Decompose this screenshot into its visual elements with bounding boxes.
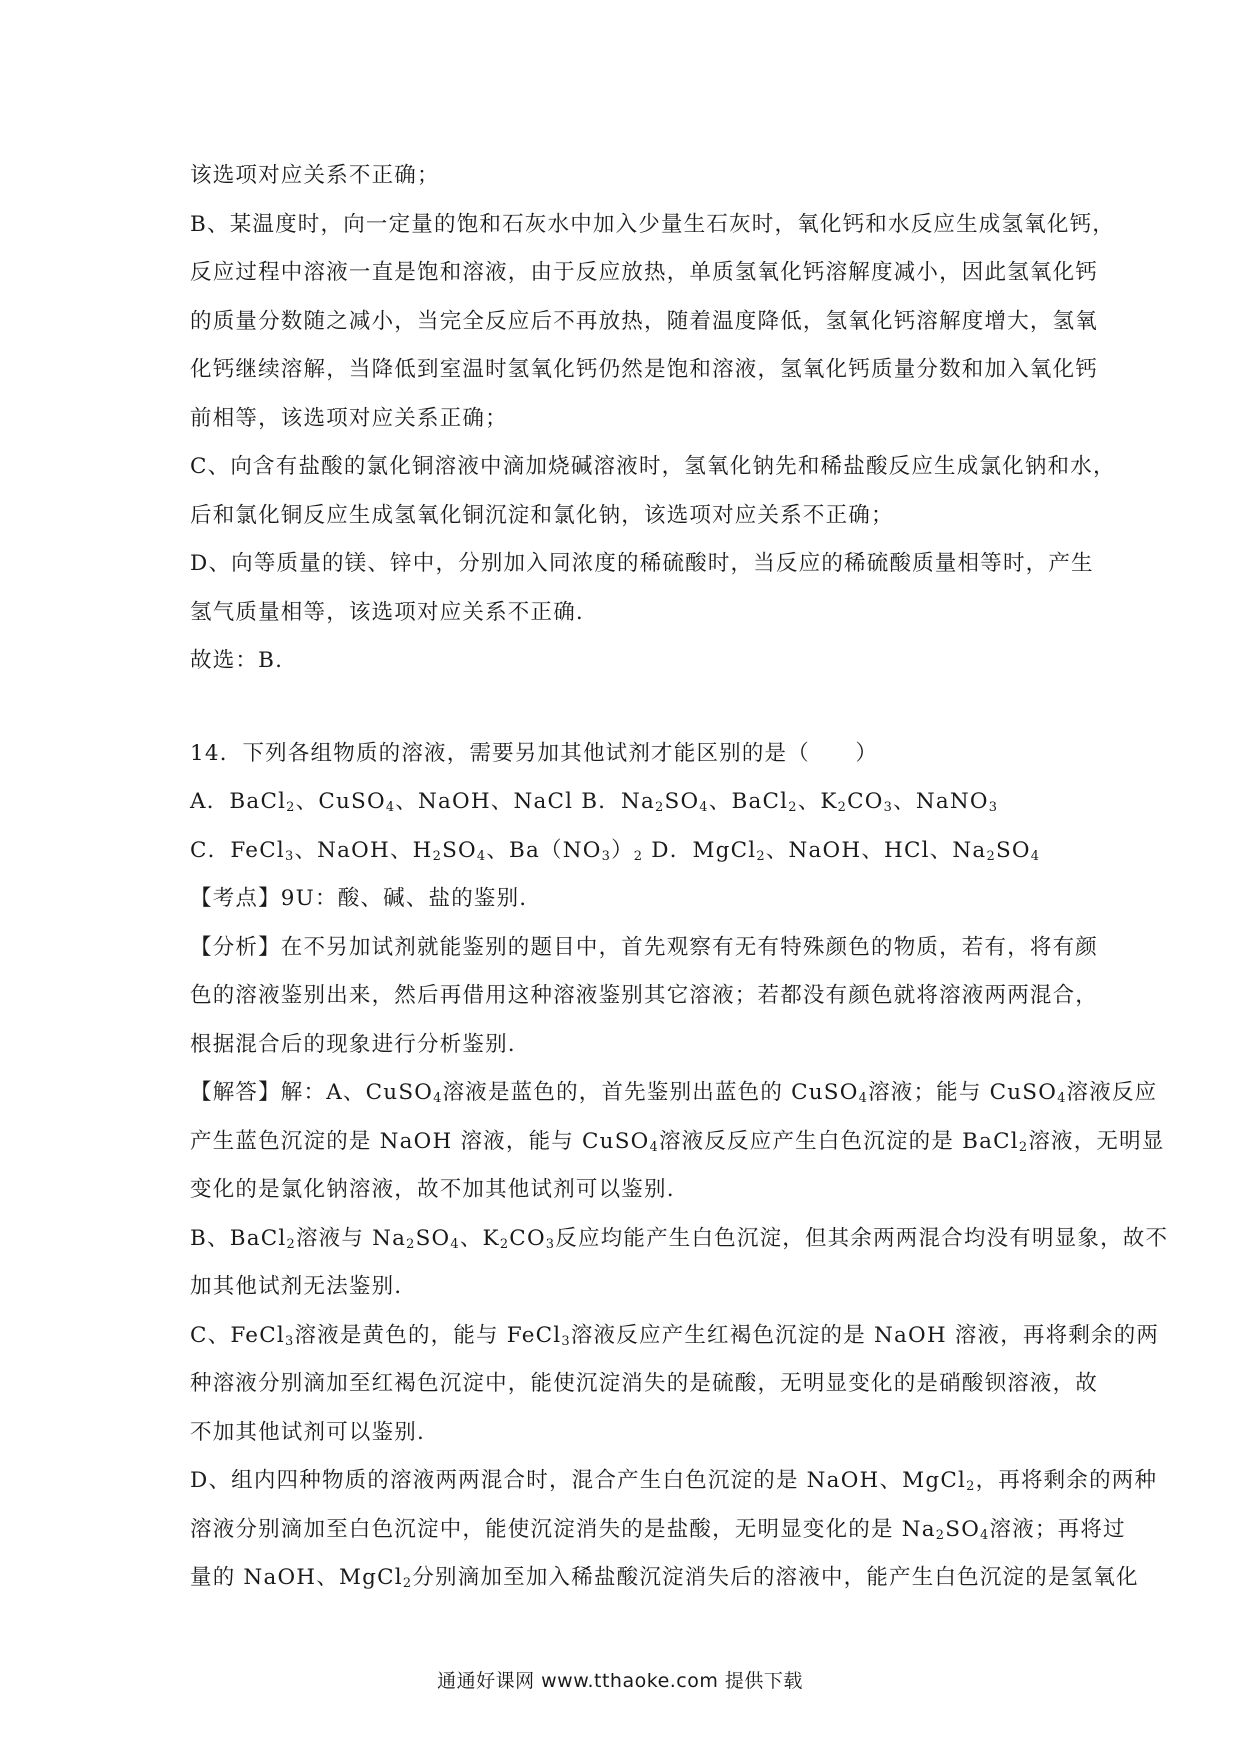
solution-line: 产生蓝色沉淀的是 NaOH 溶液，能与 CuSO$_4$溶液反反应产生白色沉淀的是 BaCl$_2$溶液，无明显	[190, 1128, 1165, 1155]
solution-line: C、FeCl$_3$溶液是黄色的，能与 FeCl$_3$溶液反应产生红褐色沉淀的是 NaOH 溶液，再将剩余的两	[190, 1322, 1160, 1349]
solution-line: 加其他试剂无法鉴别.	[190, 1274, 403, 1299]
solution-line: D、组内四种物质的溶液两两混合时，混合产生白色沉淀的是 NaOH、MgCl$_2$，再将剩余的两种	[190, 1468, 1158, 1494]
answer-choice-line: 故选：B.	[190, 648, 284, 673]
solution-line: 不加其他试剂可以鉴别.	[190, 1419, 426, 1445]
analysis-line: 色的溶液鉴别出来，然后再借用这种溶液鉴别其它溶液；若都没有颜色就将溶液两两混合，	[190, 983, 1099, 1008]
text-line: 后和氯化铜反应生成氢氧化铜沉淀和氯化钠，该选项对应关系不正确；	[190, 502, 894, 528]
page-content	[190, 152, 1169, 1603]
solution-line: 量的 NaOH、MgCl$_2$分别滴加至加入稀盐酸沉淀消失后的溶液中，能产生白色沉淀的是氢氧化	[190, 1565, 1139, 1591]
question-14-options-c-d: C．FeCl$_3$、NaOH、$H_2SO_4$、$Ba(NO_3)_2$ D．MgCl$_2$、NaOH、HCl、$Na_2SO_4$	[190, 837, 1041, 864]
question-14-stem: 14．下列各组物质的溶液，需要另加其他试剂才能区别的是（ ）	[190, 740, 879, 766]
text-line: 的质量分数随之减小，当完全反应后不再放热，随着温度降低，氢氧化钙溶解度增大，氢氧	[190, 308, 1099, 334]
question-14-options-a-b: A．BaCl$_2$、CuSO$_4$、NaOH、NaCl B．$Na_2SO_4$、BaCl$_2$、$K_2CO_3$、NaNO$_3$	[190, 789, 999, 815]
text-line: 化钙继续溶解，当降低到室温时氢氧化钙仍然是饱和溶液，氢氧化钙质量分数和加入氧化钙	[190, 357, 1099, 382]
text-line: D、向等质量的镁、锌中，分别加入同浓度的稀硫酸时，当反应的稀硫酸质量相等时，产生	[190, 551, 1094, 576]
page-footer: 通通好课网 www.tthaoke.com 提供下载	[437, 1670, 803, 1692]
solution-line: 变化的是氯化钠溶液，故不加其他试剂可以鉴别.	[190, 1177, 675, 1202]
text-line: 该选项对应关系不正确；	[190, 163, 440, 188]
text-line: 反应过程中溶液一直是饱和溶液，由于反应放热，单质氢氧化钙溶解度减小，因此氢氧化钙	[190, 260, 1099, 285]
text-line: C、向含有盐酸的氯化铜溶液中滴加烧碱溶液时，氢氧化钠先和稀盐酸反应生成氯化钠和水，	[190, 454, 1116, 479]
section-gap	[190, 686, 1050, 730]
analysis-line: 【分析】在不另加试剂就能鉴别的题目中，首先观察有无有特殊颜色的物质，若有，将有颜	[190, 934, 1099, 960]
text-line: 前相等，该选项对应关系正确；	[190, 405, 508, 431]
solution-line: 溶液分别滴加至白色沉淀中，能使沉淀消失的是盐酸，无明显变化的是 $Na_2SO_4$溶液；再将过	[190, 1516, 1126, 1543]
solution-line: B、BaCl$_2$溶液与 $Na_2SO_4$、$K_2CO_3$反应均能产生白色沉淀，但其余两两混合均没有明显象，故不	[190, 1225, 1169, 1252]
solution-line: 种溶液分别滴加至红褐色沉淀中，能使沉淀消失的是硫酸，无明显变化的是硝酸钡溶液，故	[190, 1371, 1099, 1396]
kaodian-line: 【考点】9U：酸、碱、盐的鉴别.	[190, 886, 528, 911]
solution-line: 【解答】解：A、CuSO$_4$溶液是蓝色的，首先鉴别出蓝色的 CuSO$_4$溶液；能与 CuSO$_4$溶液反应	[190, 1080, 1158, 1106]
text-line: 氢气质量相等，该选项对应关系不正确.	[190, 599, 584, 625]
text-line: B、某温度时，向一定量的饱和石灰水中加入少量生石灰时，氧化钙和水反应生成氢氧化钙，	[190, 211, 1116, 237]
analysis-line: 根据混合后的现象进行分析鉴别.	[190, 1031, 516, 1057]
